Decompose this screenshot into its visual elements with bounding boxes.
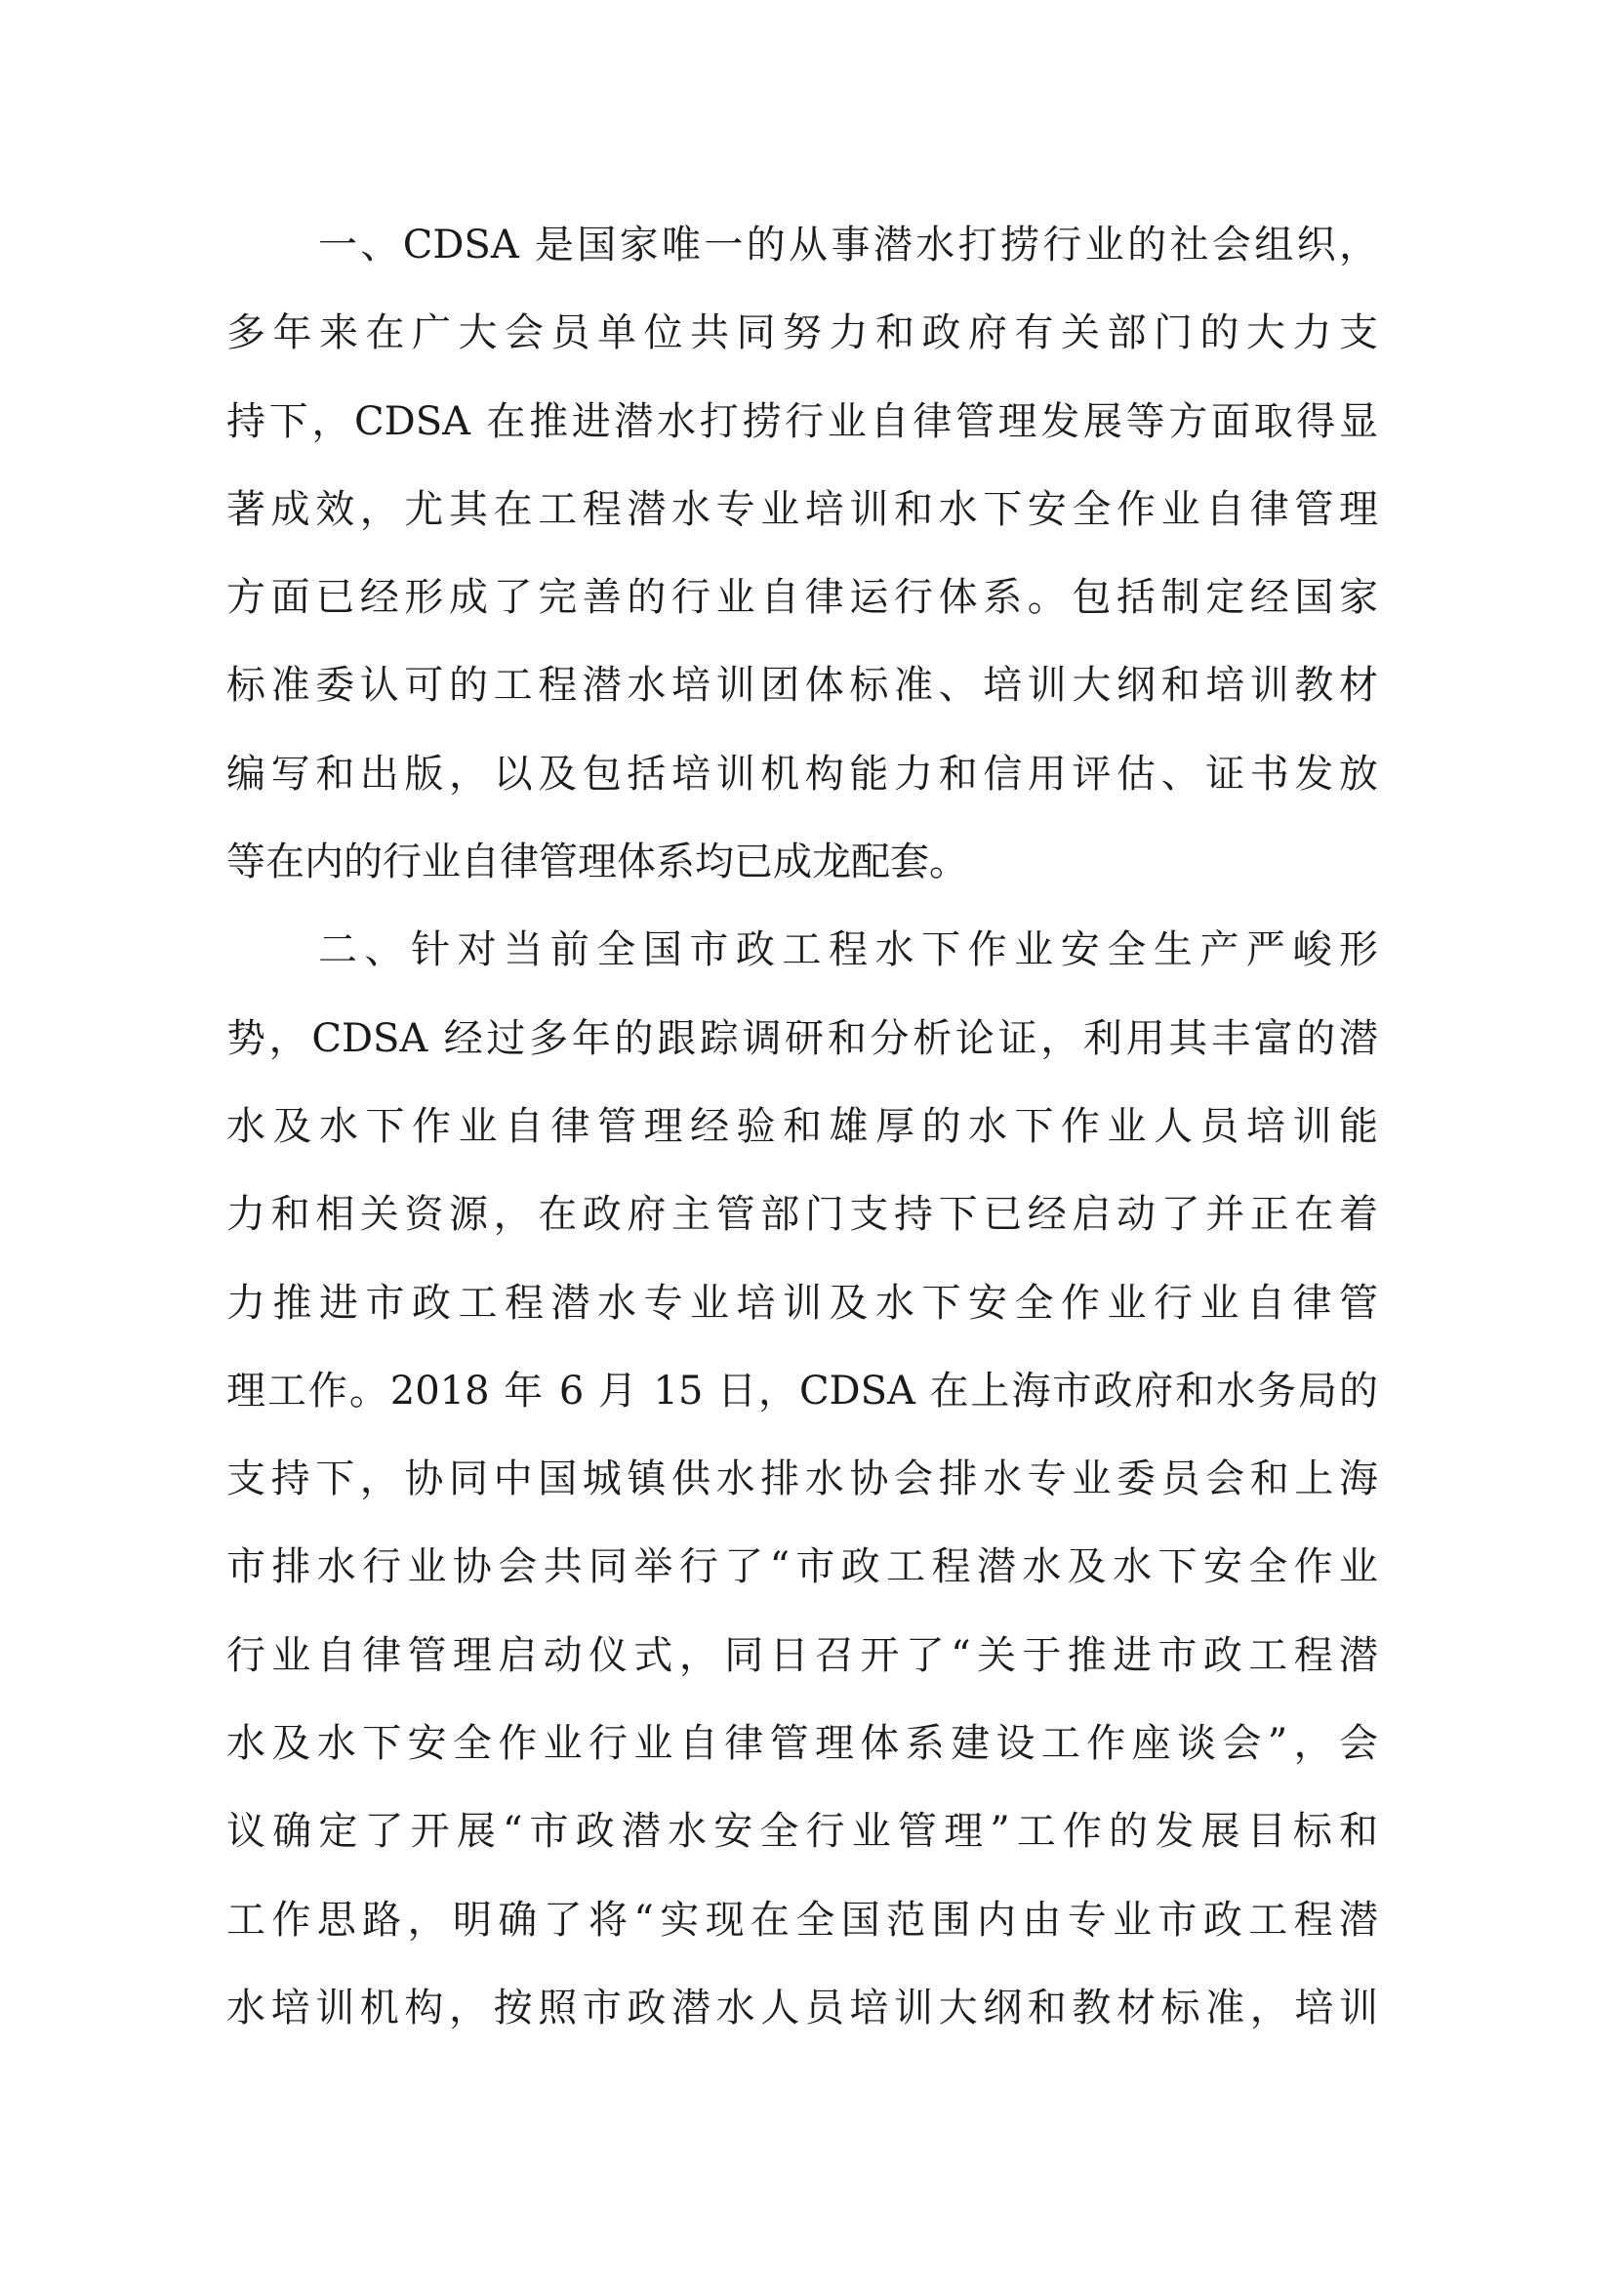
text-line: 水培训机构，按照市政潜水人员培训大纲和教材标准，培训 xyxy=(226,1985,1378,2030)
paragraph-2 xyxy=(226,906,1378,2052)
text-line: 水及水下安全作业行业自律管理体系建设工作座谈会”，会 xyxy=(226,1721,1378,1767)
text-line: 一、CDSA 是国家唯一的从事潜水打捞行业的社会组织， xyxy=(318,223,1378,267)
text-line: 工作思路，明确了将“实现在全国范围内由专业市政工程潜 xyxy=(226,1897,1378,1943)
text-line: 多年来在广大会员单位共同努力和政府有关部门的大力支 xyxy=(226,310,1378,356)
text-line: 市排水行业协会共同举行了“市政工程潜水及水下安全作业 xyxy=(226,1544,1378,1590)
text-line: 力和相关资源，在政府主管部门支持下已经启动了并正在着 xyxy=(226,1192,1378,1238)
paragraph-1 xyxy=(226,201,1378,906)
text-line: 著成效，尤其在工程潜水专业培训和水下安全作业自律管理 xyxy=(226,486,1378,532)
text-line: 水及水下作业自律管理经验和雄厚的水下作业人员培训能 xyxy=(226,1103,1378,1149)
document-body xyxy=(226,201,1378,2052)
text-line: 议确定了开展“市政潜水安全行业管理”工作的发展目标和 xyxy=(226,1809,1378,1855)
text-line: 编写和出版，以及包括培训机构能力和信用评估、证书发放 xyxy=(226,751,1378,797)
text-line: 方面已经形成了完善的行业自律运行体系。包括制定经国家 xyxy=(226,575,1378,621)
text-line: 力推进市政工程潜水专业培训及水下安全作业行业自律管 xyxy=(226,1280,1378,1326)
text-line: 势，CDSA 经过多年的跟踪调研和分析论证，利用其丰富的潜 xyxy=(226,1015,1378,1061)
text-line: 理工作。2018 年 6 月 15 日，CDSA 在上海市政府和水务局的 xyxy=(226,1368,1378,1414)
text-line: 持下，CDSA 在推进潜水打捞行业自律管理发展等方面取得显 xyxy=(226,398,1378,444)
text-line: 行业自律管理启动仪式，同日召开了“关于推进市政工程潜 xyxy=(226,1632,1378,1678)
text-line: 标准委认可的工程潜水培训团体标准、培训大纲和培训教材 xyxy=(226,663,1378,709)
text-line: 支持下，协同中国城镇供水排水协会排水专业委员会和上海 xyxy=(226,1456,1378,1502)
text-line: 等在内的行业自律管理体系均已成龙配套。 xyxy=(226,840,968,885)
text-line: 二、针对当前全国市政工程水下作业安全生产严峻形 xyxy=(318,927,1378,973)
